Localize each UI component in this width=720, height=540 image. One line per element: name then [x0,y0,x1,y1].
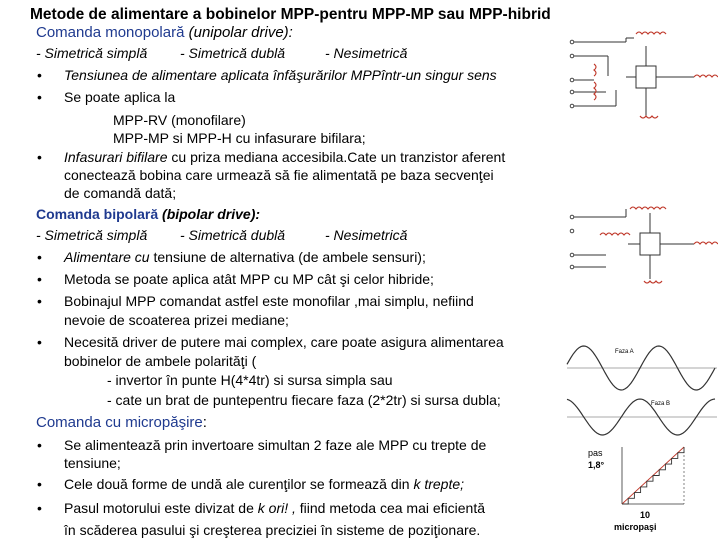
phase-waveforms [565,335,718,438]
unipolar-heading [36,24,293,41]
unipolar-motor-diagram [566,30,718,125]
micro-bullet-1: Se alimentează prin invertoare simultan 2 faze ale MPP cu trepte de [64,437,487,453]
bullet-glyph: • [37,293,42,309]
micro-bullet-3-b: k ori! , [257,500,296,516]
pas-value: 1,8° [588,460,605,470]
bipolar-bullet-4-line-2: bobinelor de ambele polarităţi ( [64,353,257,369]
micro-bullet-2-b: k trepte; [413,476,465,492]
micro-bullet-1-line-2: tensiune; [64,455,121,471]
bullet-glyph: • [37,149,42,165]
bipolar-bullet-4-line-4: - cate un brat de puntepentru fiecare faza (2*2tr) si sursa dubla; [107,392,501,408]
bipolar-variant-2: - Simetrică dublă [180,227,286,243]
unipolar-bullet-1: Tensiunea de alimentare aplicata înfăşurărilor MPPîntr-un singur sens [64,67,497,83]
bullet-glyph: • [37,437,42,453]
micro-bullet-2-a: Cele două forme de undă ale curenţilor se formează din [64,476,414,492]
bipolar-bullet-2: Metoda se poate aplica atât MPP cu MP cât şi celor hibride; [64,271,434,287]
micro-heading [36,414,207,431]
unipolar-sub-1: MPP-RV (monofilare) [113,112,246,128]
bipolar-bullet-4-line-3: - invertor în punte H(4*4tr) si sursa simpla sau [107,372,393,388]
unipolar-variant-1: - Simetrică simplă [36,45,148,61]
micro-heading-main: Comanda cu micropăşire [36,414,203,431]
microstep-diagram [584,442,718,538]
micro-bullet-3 [64,500,485,516]
micro-bullet-3-line-2: în scăderea pasului şi creşterea preciziei în sisteme de poziţionare. [64,522,481,538]
bipolar-motor-diagram [566,195,718,290]
unipolar-bullet-3-line-3: de comandă dată; [64,185,177,201]
bipolar-variant-1: - Simetrică simplă [36,227,148,243]
pas-label: pas [588,448,603,458]
bullet-glyph: • [37,89,42,105]
unipolar-sub-2: MPP-MP si MPP-H cu infasurare bifilara; [113,130,366,146]
phase-b-label: Faza B [651,401,671,407]
bipolar-bullet-3: Bobinajul MPP comandat astfel este monofilar ,mai simplu, nefiind [64,293,474,309]
bipolar-bullet-1-italic: Alimentare cu [64,249,150,265]
unipolar-heading-en: (unipolar drive): [188,24,293,41]
steps-value: 10 [640,510,651,520]
bipolar-bullet-1 [64,249,426,265]
unipolar-bullet-3-italic: Infasurari bifilare [64,149,168,165]
unipolar-bullet-3-line-2: conectează bobina care urmează să fie alimentată pe baza secvenţei [64,167,494,183]
bipolar-heading [36,206,260,222]
bipolar-variant-3: - Nesimetrică [325,227,408,243]
bipolar-heading-main: Comanda bipolară [36,206,159,222]
unipolar-variant-2: - Simetrică dublă [180,45,286,61]
bullet-glyph: • [37,476,42,492]
micro-heading-colon: : [202,414,207,431]
bullet-glyph: • [37,249,42,265]
page-title: Metode de alimentare a bobinelor MPP-pentru MPP-MP sau MPP-hibrid [30,6,551,23]
micro-bullet-3-c: fiind metoda cea mai eficientă [295,500,485,516]
phase-a-label: Faza A [615,349,634,355]
micro-bullet-2 [64,476,464,492]
unipolar-bullet-3-rest: cu priza mediana accesibila.Cate un tranzistor aferent [167,149,506,165]
unipolar-bullet-3 [64,149,505,165]
bipolar-bullet-4: Necesită driver de putere mai complex, care poate asigura alimentarea [64,334,504,350]
bullet-glyph: • [37,500,42,516]
bipolar-bullet-3-line-2: nevoie de scoaterea prizei mediane; [64,312,289,328]
bipolar-bullet-1-rest: tensiune de alternativa (de ambele sensuri); [149,249,426,265]
bipolar-heading-en: (bipolar drive): [162,206,261,222]
unipolar-heading-main: Comanda monopolară [36,24,185,41]
bullet-glyph: • [37,334,42,350]
micro-bullet-3-a: Pasul motorului este divizat de [64,500,258,516]
unipolar-variant-3: - Nesimetrică [325,45,408,61]
bullet-glyph: • [37,67,42,83]
unipolar-bullet-2: Se poate aplica la [64,89,176,105]
steps-label: micropaşi [614,522,657,532]
bullet-glyph: • [37,271,42,287]
